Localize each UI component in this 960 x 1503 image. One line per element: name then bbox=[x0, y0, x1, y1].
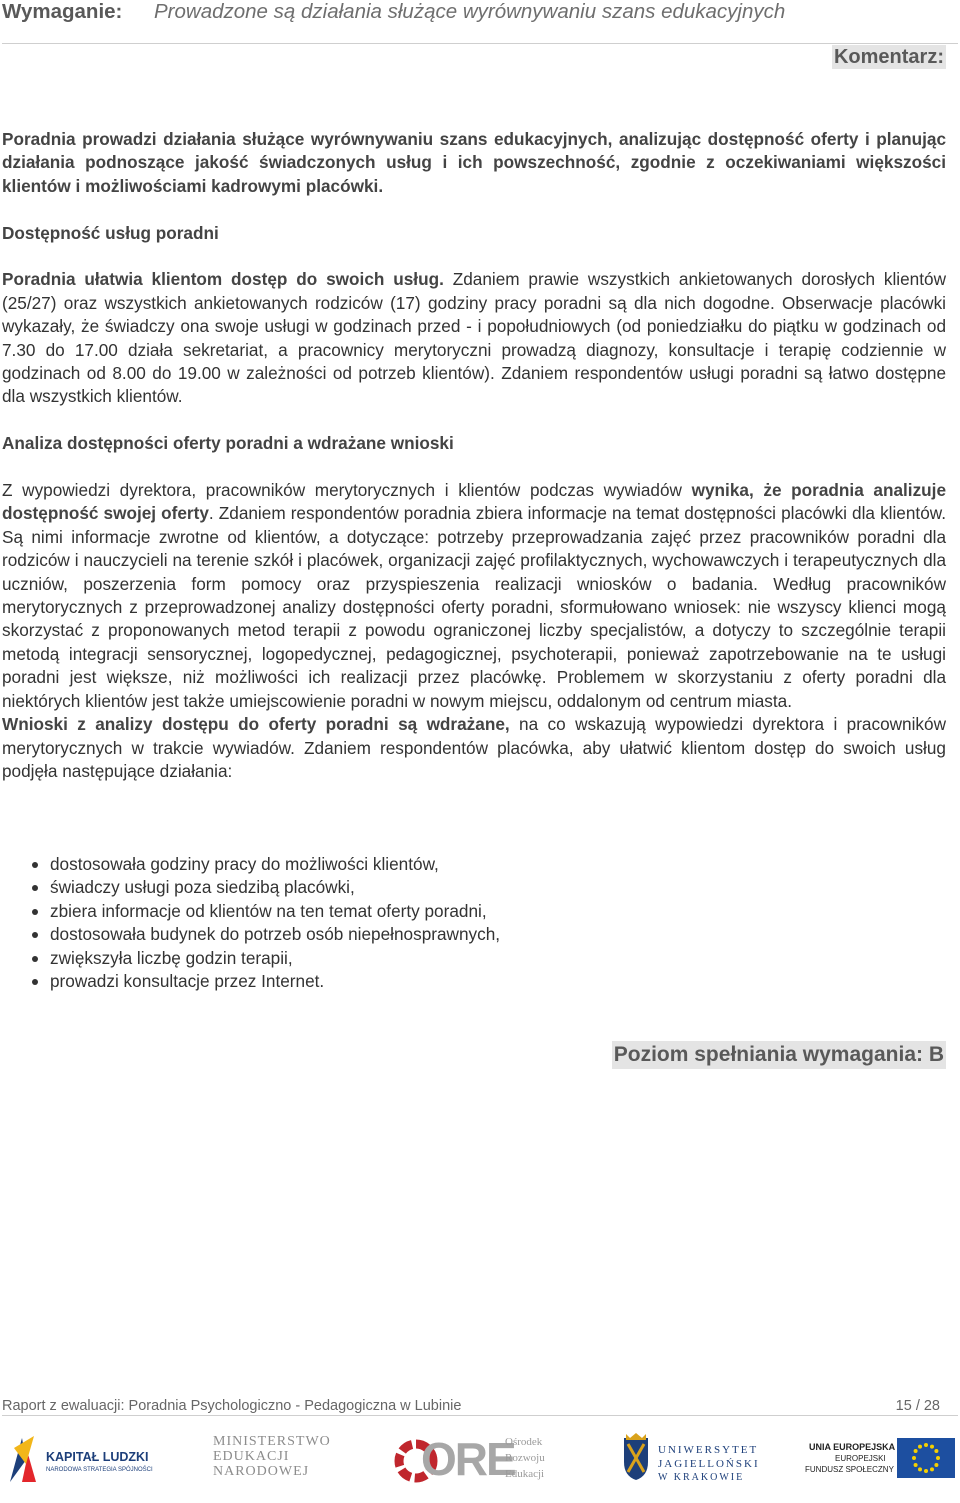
report-content bbox=[2, 128, 946, 783]
analysis-bold: wynika, że poradnia analizuje dostępność swojej oferty bbox=[2, 480, 946, 524]
ministry-line: EDUKACJI bbox=[213, 1449, 290, 1464]
requirement-title: Prowadzone są działania służące wyrównywaniu szans edukacyjnych bbox=[154, 0, 786, 23]
ore-line: Edukacji bbox=[505, 1468, 545, 1480]
ore-letters: ORE bbox=[421, 1433, 515, 1485]
uj-line: JAGIELLOŃSKI bbox=[658, 1458, 760, 1470]
eu-logo bbox=[805, 1436, 957, 1486]
kapital-ludzki-icon bbox=[8, 1434, 38, 1484]
list-item: prowadzi konsultacje przez Internet. bbox=[32, 970, 632, 993]
comment-label: Komentarz: bbox=[833, 46, 944, 68]
uj-line: UNIWERSYTET bbox=[658, 1444, 759, 1456]
section-heading-analysis: Analiza dostępności oferty poradni a wdrażane wnioski bbox=[2, 433, 454, 454]
uj-crest-icon bbox=[620, 1432, 652, 1482]
ministry-line: MINISTERSTWO bbox=[213, 1434, 331, 1449]
conclusions-paragraph bbox=[2, 713, 946, 783]
kapital-ludzki-subtitle: NARODOWA STRATEGIA SPÓJNOŚCI bbox=[46, 1467, 153, 1473]
ministry-logo bbox=[213, 1434, 333, 1490]
kapital-ludzki-name: KAPITAŁ LUDZKI bbox=[46, 1450, 149, 1464]
intro-paragraph: Poradnia prowadzi działania służące wyrównywaniu szans edukacyjnych, analizując dostępność oferty i planując działania podnoszące jakość świadczonych usług i ich powszechność, zgodnie z oczekiwaniami większości klientów i możliwościami kadrowymi placówki. bbox=[2, 129, 946, 196]
eu-line: EUROPEJSKI bbox=[835, 1454, 886, 1463]
eu-flag-icon bbox=[897, 1438, 955, 1478]
availability-paragraph bbox=[2, 268, 946, 408]
ministry-line: NARODOWEJ bbox=[213, 1464, 310, 1479]
availability-text: Zdaniem prawie wszystkich ankietowanych dorosłych klientów (25/27) oraz wszystkich ankietowanych rodziców (17) godziny pracy poradni są dla nich dogodne. Obserwacje placówki wykazały, że świadczy ona swoje usługi w godzinach przed - i popołudniowych (od poniedziałku do piątku w godzinach od 7.30 do 17.00 działa sekretariat, a pracownicy merytoryczni prowadzą diagnozy, konsultacje i terapię codziennie w godzinach od 8.00 do 19.00 w zależności od potrzeb klientów). Zdaniem respondentów usługi poradni są łatwo dostępne dla wszystkich klientów. bbox=[2, 269, 946, 407]
requirement-level: Poziom spełniania wymagania: B bbox=[612, 1041, 946, 1069]
availability-lead: Poradnia ułatwia klientom dostęp do swoich usług. bbox=[2, 269, 444, 290]
list-item: zbiera informacje od klientów na ten temat oferty poradni, bbox=[32, 900, 632, 923]
uj-line: W KRAKOWIE bbox=[658, 1472, 745, 1483]
kapital-ludzki-logo bbox=[8, 1432, 158, 1486]
analysis-text-rest: . Zdaniem respondentów poradnia zbiera informacje na temat dostępności placówki dla klientów. Są nimi informacje zwrotne od klientów, a dotyczące: potrzeby przeprowadzania zajęć przez pracowników poradni dla rodziców i nauczycieli na terenie szkół i placówek, organizacji zajęć profilaktycznych, wychowawczych i terapeutycznych dla uczniów, poszerzenia form pomocy oraz przyspieszenia realizacji wniosków o badania. Według pracowników merytorycznych z przeprowadzonej analizy dostępności oferty poradni, sformułowano wniosek: nie wszyscy klienci mogą skorzystać z proponowanych metod terapii z powodu ograniczonej liczby specjalistów, a dotyczy to szczególnie terapii metodą integracji sensorycznej, logopedycznej, pedagogicznej, psychoterapii, ponieważ zapotrzebowanie na te usługi poradni jest większe, niż możliwości ich realizacji przez placówkę. Problemem w skorzystaniu z oferty poradni dla niektórych klientów jest także umiejscowienie poradni w nowym miejscu, oddalonym od centrum miasta. bbox=[2, 503, 946, 711]
page-footer bbox=[2, 1396, 958, 1416]
ore-logo bbox=[393, 1432, 563, 1490]
list-item: dostosowała budynek do potrzeb osób niepełnosprawnych, bbox=[32, 923, 632, 946]
footer-report-title: Raport z ewaluacji: Poradnia Psychologiczno - Pedagogiczna w Lubinie bbox=[2, 1398, 462, 1414]
ore-line: Ośrodek bbox=[505, 1436, 543, 1448]
ore-line: Rozwoju bbox=[505, 1452, 545, 1464]
analysis-text-start: Z wypowiedzi dyrektora, pracowników merytorycznych i klientów podczas wywiadów bbox=[2, 480, 692, 501]
page-number: 15 / 28 bbox=[895, 1398, 940, 1414]
sponsor-logos bbox=[0, 1424, 960, 1496]
eu-line: FUNDUSZ SPOŁECZNY bbox=[805, 1465, 894, 1474]
actions-list bbox=[32, 853, 632, 993]
conclusions-text: na co wskazują wypowiedzi dyrektora i pracowników merytorycznych w trakcie wywiadów. Zdaniem respondentów placówka, aby ułatwić klientom dostęp do swoich usług podjęła następujące działania: bbox=[2, 714, 946, 781]
list-item: zwiększyła liczbę godzin terapii, bbox=[32, 947, 632, 970]
requirement-label: Wymaganie: bbox=[2, 0, 123, 23]
requirement-header bbox=[2, 0, 958, 44]
eu-line: UNIA EUROPEJSKA bbox=[809, 1442, 896, 1452]
analysis-paragraph bbox=[2, 479, 946, 713]
conclusions-bold: Wnioski z analizy dostępu do oferty poradni są wdrażane, bbox=[2, 714, 510, 735]
list-item: dostosowała godziny pracy do możliwości klientów, bbox=[32, 853, 632, 876]
section-heading-availability: Dostępność usług poradni bbox=[2, 222, 219, 243]
list-item: świadczy usługi poza siedzibą placówki, bbox=[32, 876, 632, 899]
uj-logo bbox=[620, 1430, 760, 1490]
